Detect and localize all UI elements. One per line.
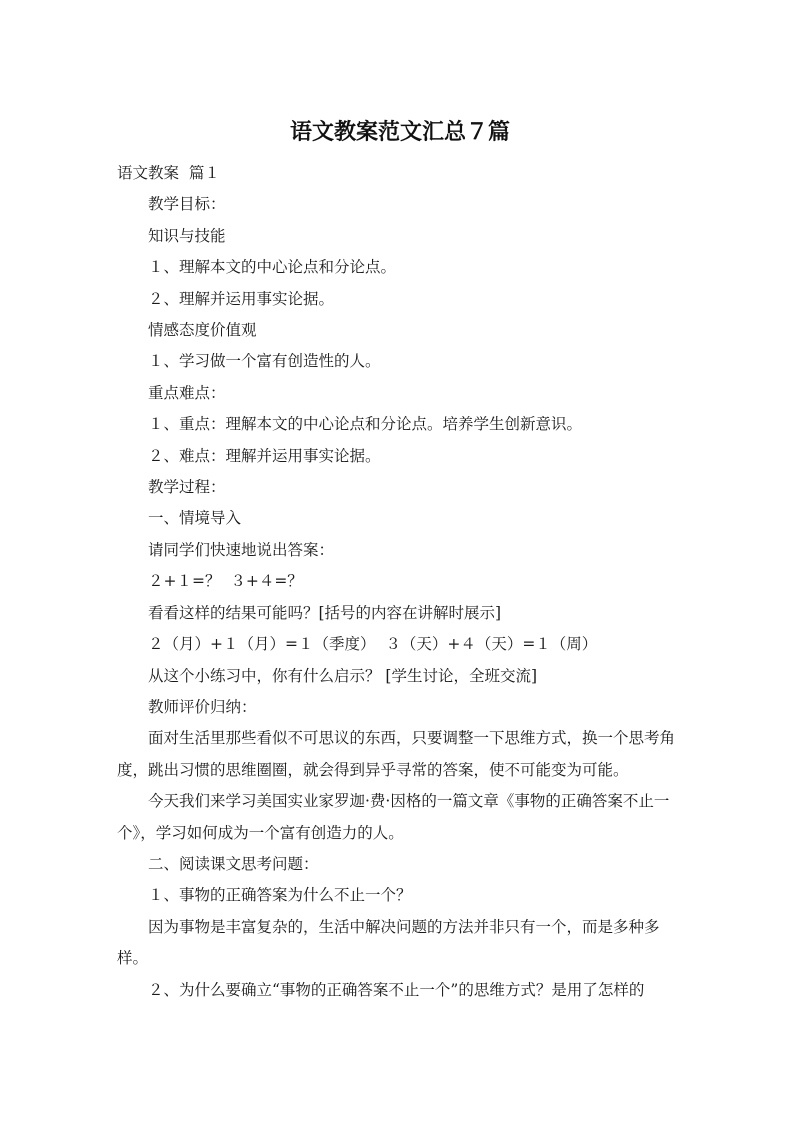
paragraph: 一、情境导入 — [148, 509, 242, 528]
paragraph: 教师评价归纳： — [148, 697, 257, 716]
paragraph: 情感态度价值观 — [148, 321, 257, 340]
paragraph: 重点难点： — [148, 383, 226, 402]
paragraph: 面对生活里那些看似不可思议的东西，只要调整一下思维方式，换一个思考角度，跳出习惯的思维圈圈，就会得到异乎寻常的答案，使不可能变为可能。 — [117, 729, 676, 779]
document-body — [117, 158, 683, 1006]
paragraph: 教学目标： — [148, 195, 226, 214]
paragraph: ２（月）+１（月）=１（季度） ３（天）+４（天）=１（周） — [148, 635, 598, 654]
paragraph: １、学习做一个富有创造性的人。 — [148, 352, 381, 371]
paragraph: 请同学们快速地说出答案： — [148, 540, 335, 559]
document-title: 语文教案范文汇总７篇 — [289, 120, 510, 145]
paragraph: ２、难点：理解并运用事实论据。 — [148, 446, 381, 465]
paragraph: ２+１=？ ３+４=？ — [148, 572, 303, 591]
section-heading: 语文教案 篇１ — [117, 164, 220, 182]
paragraph: 教学过程： — [148, 478, 226, 497]
paragraph: 从这个小练习中，你有什么启示？ [学生讨论，全班交流] — [148, 666, 538, 685]
paragraph: ２、为什么要确立“事物的正确答案不止一个”的思维方式？是用了怎样的 — [148, 980, 645, 999]
paragraph: １、重点：理解本文的中心论点和分论点。培养学生创新意识。 — [148, 415, 583, 434]
paragraph: １、理解本文的中心论点和分论点。 — [148, 258, 397, 277]
paragraph: 知识与技能 — [148, 226, 226, 245]
paragraph: 因为事物是丰富复杂的，生活中解决问题的方法并非只有一个，而是多种多样。 — [117, 917, 660, 968]
paragraph: ２、理解并运用事实论据。 — [148, 289, 335, 308]
paragraph: 看看这样的结果可能吗？[括号的内容在讲解时展示] — [148, 603, 502, 622]
paragraph: 二、阅读课文思考问题： — [148, 854, 319, 873]
paragraph: １、事物的正确答案为什么不止一个？ — [148, 886, 412, 905]
paragraph: 今天我们来学习美国实业家罗迦·费·因格的一篇文章《事物的正确答案不止一个》，学习如何成为一个富有创造力的人。 — [117, 792, 670, 842]
